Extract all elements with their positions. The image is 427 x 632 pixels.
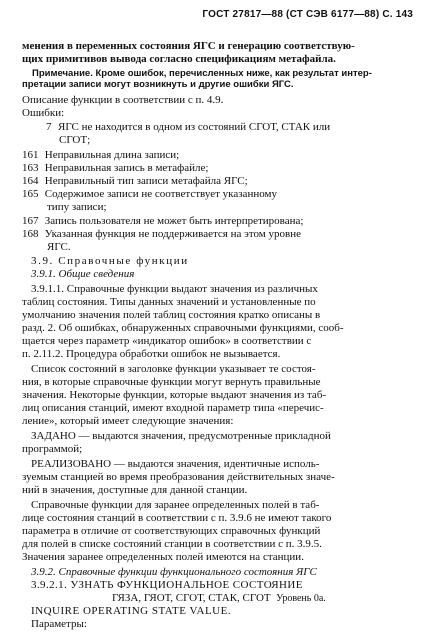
intro-line-2: щих примитивов вывода согласно спецификациям метафайла. [22,53,336,65]
para-5-line: Значения заранее определенных полей имеются на станции. [22,551,304,563]
intro-line-1: менения в переменных состояния ЯГС и генерацию соответствую- [22,40,355,52]
error-item: 7 ЯГС не находится в одном из состояний СГОТ, СТАК или [46,121,331,133]
error-item: 163 Неправильная запись в метафайле; [22,162,209,174]
para-4-line: ний в значения, доступные для данной станции. [22,484,248,496]
errors-title: Ошибки: [22,107,65,119]
para-3-line: ЗАДАНО — выдаются значения, предусмотренные прикладной [31,430,331,442]
error-item: 167 Запись пользователя не может быть интерпретирована; [22,215,304,227]
section-3-9-heading: 3.9. Справочные функции [31,255,189,267]
para-4-line: РЕАЛИЗОВАНО — выдаются значения, идентичные исполь- [31,458,320,470]
para-1-line: таблиц состояния. Типы данных значений и установленные по [22,296,316,308]
error-item: 168 Указанная функция не поддерживается на этом уровне [22,228,301,240]
error-item-cont: ЯГС. [47,241,71,253]
note-line-2: претации записи могут возникнуть и другие ошибки ЯГС. [22,79,294,90]
para-5-line: лице состояния станций в соответствии с п. 3.9.6 не имеют такого [22,512,332,524]
para-5-line: для полей в списке состояний станции в соответствии с п. 3.9.5. [22,538,322,550]
function-states: ГЯЗА, ГЯОТ, СГОТ, СТАК, СГОТ Уровень 0а. [112,592,326,604]
parameters-title: Параметры: [31,618,87,630]
note-line-1: Примечание. Кроме ошибок, перечисленных ниже, как результат интер- [32,68,372,79]
para-5-line: параметра в отличие от соответствующих справочных функций [22,525,321,537]
section-3-9-1-heading: 3.9.1. Общие сведения [31,268,135,280]
para-1-line: щается через параметр «индикатор ошибок» в соответствии с [22,335,312,347]
para-2-line: ния, в которые справочные функции могут вернуть правильные [22,376,321,388]
description-line: Описание функции в соответствии с п. 4.9. [22,94,224,106]
section-3-9-2-heading: 3.9.2. Справочные функции функционального состояния ЯГС [31,566,317,578]
error-item: 165 Содержимое записи не соответствует указанному [22,188,277,200]
error-item-cont: типу записи; [47,201,107,213]
para-2-line: ление», который имеет следующие значения: [22,415,234,427]
function-english-name: INQUIRE OPERATING STATE VALUE. [31,605,232,617]
para-2-line: лиц описания станций, имеют входной параметр типа «перечис- [22,402,324,414]
para-4-line: зуемым станцией во время преобразования действительных значе- [22,471,335,483]
para-5-line: Справочные функции для заранее определенных полей в таб- [31,499,320,511]
para-1-line: умолчанию значения полей таблиц состояния кратко описаны в [22,309,321,321]
para-1-line: 3.9.1.1. Справочные функции выдают значения из различных [31,283,318,295]
para-1-line: разд. 2. Об ошибках, обнаруженных справочными функциями, сооб- [22,322,344,334]
error-item: 161 Неправильная длина записи; [22,149,180,161]
page-header: ГОСТ 27817—88 (СТ СЭВ 6177—88) С. 143 [202,9,413,20]
section-3-9-2-1-heading: 3.9.2.1. УЗНАТЬ ФУНКЦИОНАЛЬНОЕ СОСТОЯНИЕ [31,579,303,591]
para-2-line: Список состояний в заголовке функции указывает те состоя- [31,363,316,375]
para-3-line: программой; [22,443,83,455]
error-item: 164 Неправильный тип записи метафайла ЯГС; [22,175,248,187]
para-1-line: п. 2.11.2. Процедура обработки ошибок не вызывается. [22,348,281,360]
error-item-cont: СГОТ; [59,134,91,146]
para-2-line: значения. Некоторые функции, которые выдают значения из таб- [22,389,327,401]
